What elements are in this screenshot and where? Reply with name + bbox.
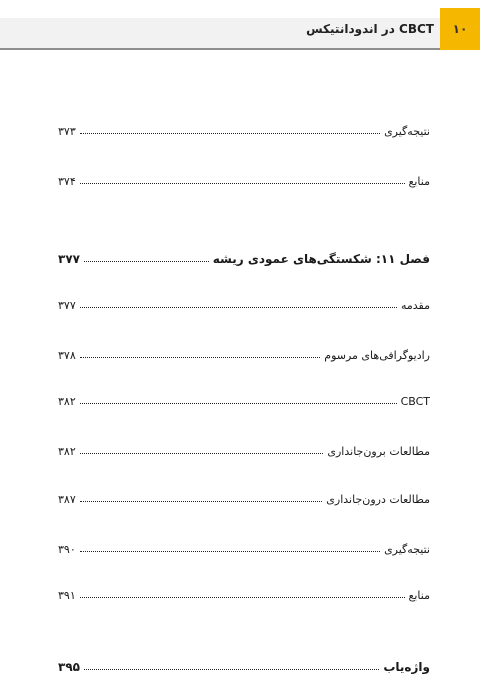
running-title: CBCT در اندودانتیکس [306, 22, 434, 36]
toc-entry-page: ۳۷۸ [58, 349, 76, 362]
dot-leader [80, 183, 405, 184]
page-number: ۱۰ [452, 22, 468, 36]
toc-entry-page: ۳۷۴ [58, 175, 76, 188]
toc-entry[interactable] [58, 342, 430, 362]
toc-entry[interactable] [58, 168, 430, 188]
toc-entry-page: ۳۷۷ [58, 252, 80, 266]
toc-entry-page: ۳۸۷ [58, 493, 76, 506]
toc-entry[interactable] [58, 536, 430, 556]
dot-leader [84, 669, 379, 670]
toc-entry-title: CBCT [400, 395, 430, 408]
toc-chapter-entry[interactable] [58, 654, 430, 674]
toc-entry-title: رادیوگرافی‌های مرسوم [324, 349, 430, 362]
toc-entry-page: ۳۷۷ [58, 299, 76, 312]
toc-chapter-entry[interactable] [58, 246, 430, 266]
dot-leader [80, 403, 397, 404]
dot-leader [80, 551, 380, 552]
dot-leader [80, 357, 321, 358]
toc-entry-title: نتیجه‌گیری [384, 125, 430, 138]
toc-entry[interactable] [58, 388, 430, 408]
toc-entry[interactable] [58, 486, 430, 506]
toc-entry-title: منابع [408, 175, 430, 188]
toc-entry[interactable] [58, 582, 430, 602]
toc-entry-title: مطالعات درون‌جانداری [326, 493, 430, 506]
toc-entry-page: ۳۹۱ [58, 589, 76, 602]
toc-entry-title: منابع [408, 589, 430, 602]
toc-entry[interactable] [58, 292, 430, 312]
dot-leader [80, 501, 323, 502]
toc-entry-page: ۳۷۳ [58, 125, 76, 138]
toc-entry-title: واژه‌یاب [383, 660, 430, 674]
header-rule [0, 48, 440, 50]
dot-leader [80, 453, 324, 454]
toc-entry-title: مقدمه [400, 299, 430, 312]
toc-entry-title: فصل ۱۱: شکستگی‌های عمودی ریشه [212, 252, 430, 266]
toc-entry-page: ۳۸۲ [58, 445, 76, 458]
toc-entry-page: ۳۹۰ [58, 543, 76, 556]
dot-leader [80, 307, 397, 308]
toc-entry-title: نتیجه‌گیری [384, 543, 430, 556]
toc-entry-title: مطالعات برون‌جانداری [327, 445, 430, 458]
toc-entry[interactable] [58, 118, 430, 138]
page-number-tab [440, 8, 480, 50]
dot-leader [80, 133, 380, 134]
toc-entry-page: ۳۸۲ [58, 395, 76, 408]
dot-leader [80, 597, 405, 598]
toc-entry-page: ۳۹۵ [58, 660, 80, 674]
toc-entry[interactable] [58, 438, 430, 458]
dot-leader [84, 261, 209, 262]
